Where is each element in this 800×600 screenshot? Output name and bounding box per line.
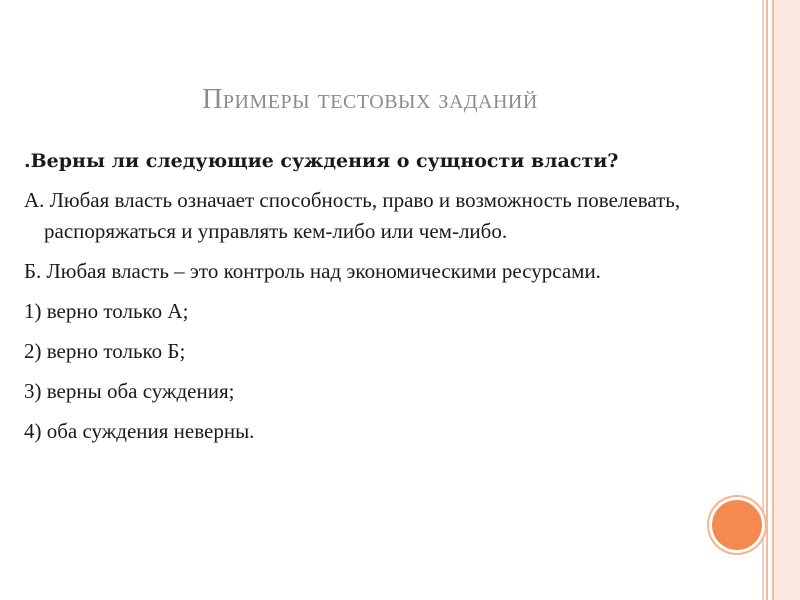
answer-option-4: 4) оба суждения неверны. <box>24 419 255 443</box>
question-text: .Верны ли следующие суждения о сущности власти? <box>24 150 619 172</box>
decorative-line <box>766 0 768 600</box>
answer-option-1: 1) верно только А; <box>24 299 189 323</box>
answer-option-2: 2) верно только Б; <box>24 339 186 363</box>
decorative-side-band <box>772 0 800 600</box>
answer-option-3: 3) верны оба суждения; <box>24 379 235 403</box>
decorative-line <box>762 0 764 600</box>
decorative-circle <box>712 500 762 550</box>
statement-b: Б. Любая власть – это контроль над экономическими ресурсами. <box>24 259 601 283</box>
slide-title: Примеры тестовых заданий <box>202 84 538 115</box>
statement-a: А. Любая власть означает способность, право и возможность повелевать, распоряжаться и управлять кем-либо или чем-либо. <box>24 188 681 243</box>
slide-content <box>24 146 714 456</box>
